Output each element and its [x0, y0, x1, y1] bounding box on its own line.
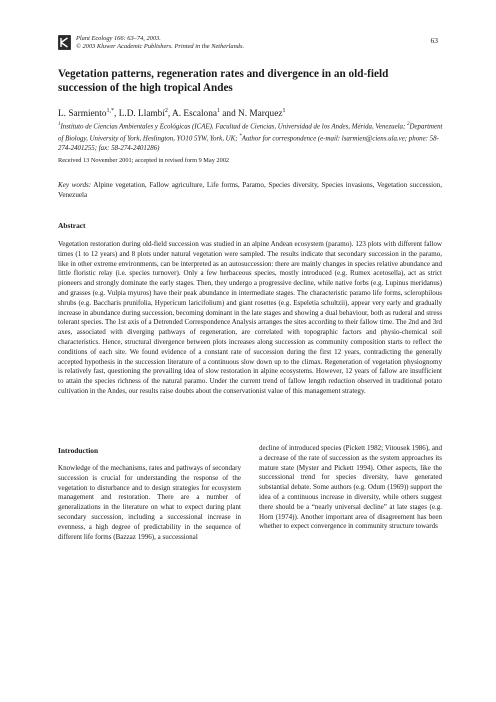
keywords-label: Key words: — [58, 181, 92, 189]
affiliations: $^1$Instituto de Ciencias Ambientales y Ecológicas (ICAE), Facultad de Ciencias, Universidad de los Andes, Mérida, Venezuela; $^2$Department of Biology, University of York, Heslington, YO10 5YW, York, UK; *Author for correspondence (e-mail: lsarmien@ciens.ula.ve; phone: 58-274-2401255; fax: 58-274-2401286) — [58, 122, 443, 152]
article-title: Vegetation patterns, regeneration rates and divergence in an old-field succession of the high tropical Andes — [58, 68, 389, 94]
journal-citation: Plant Ecology 166: 63–74, 2003. — [76, 35, 161, 42]
keywords-text: Alpine vegetation, Fallow agriculture, Life forms, Paramo, Species diversity, Species invasions, Vegetation succession, Venezuela — [58, 181, 443, 199]
page-number: 63 — [430, 36, 438, 45]
author-list: L. Sarmiento$^{1,*}$, L.D. Llambí$^2$, A. Escalona$^1$ and N. Marquez$^1$ — [58, 108, 286, 120]
introduction-right-column: decline of introduced species (Pickett 1982; Vitousek 1986), and a decrease of the rate of succession as the system approaches its mature state (Myster and Pickett 1994). Other aspects, like the successional trend for species diversity, have generated substantial debate. Some authors (e.g. Odum (1969)) support the idea of a continuous increase in diversity, while others suggest there should be a “nearly universal decline” at late stages (e.g. Horn (1974)). Another important area of disagreement has been whether to expect convergence in community structure towards — [259, 444, 442, 531]
copyright-line: © 2003 Kluwer Academic Publishers. Printed in the Netherlands. — [76, 43, 245, 51]
journal-info — [76, 35, 244, 51]
publisher-logo-icon — [58, 35, 71, 50]
introduction-heading: Introduction — [58, 446, 99, 455]
abstract-heading: Abstract — [58, 221, 86, 230]
introduction-left-column: Knowledge of the mechanisms, rates and pathways of secondary succession is crucial for understanding the response of the vegetation to disturbance and to design strategies for ecosystem management and restoration. There are a number of generalizations in the literature on what to expect during plant secondary succession, including a successional increase in evenness, a high degree of predictability in the sequence of different life forms (Bazzaz 1996), a successional — [58, 464, 241, 541]
received-dates: Received 13 November 2001; accepted in revised form 9 May 2002 — [58, 157, 230, 164]
abstract-text: Vegetation restoration during old-field succession was studied in an alpine Andean ecosystem (paramo). 123 plots with different fallow times (1 to 12 years) and 8 plots under natural vegetation were sampled. The results indicate that secondary succession in the paramo, like in other extreme environments, can be interpreted as an autosuccession: there are mainly changes in species relative abundance and little floristic relay (i.e. species turnover). Only a few herbaceous species, mostly introduced (e.g. Rumex acetosella), act as strict pioneers and strongly dominate the early stages. Then, they undergo a progressive decline, while native forbs (e.g. Lupinus meridanus) and grasses (e.g. Vulpia myuros) have their peak abundance in intermediate stages. The characteristic paramo life forms, sclerophilous shrubs (e.g. Baccharis prunifolia, Hypericum laricifolium) and giant rosettes (e.g. Espeletia schultzii), appear very early and gradually increase in abundance during succession, becoming dominant in the late stages and showing a dual behaviour, both as ruderal and stress tolerant species. The 1st axis of a Detrended Correspondence Analysis arranges the sites according to their fallow time. The 2nd and 3rd axes, associated with diverging pathways of regeneration, are correlated with topographic factors and physio-chemical soil characteristics. Hence, structural divergence between plots increases along succession as community composition starts to reflect the conditions of each site. We found evidence of a constant rate of succession during the first 12 years, contradicting the generally accepted hypothesis in the succession literature of a continuous slow down up to the climax. Regeneration of vegetation physiognomy is relatively fast, questioning the prevailing idea of slow restoration in alpine ecosystems. However, 12 years of fallow are insufficient to attain the species richness of the natural paramo. Under the current trend of fallow length reduction observed in traditional potato cultivation in the Andes, our results raise doubts about the conservationist value of this management strategy. — [58, 240, 442, 395]
keywords-block — [58, 181, 442, 200]
